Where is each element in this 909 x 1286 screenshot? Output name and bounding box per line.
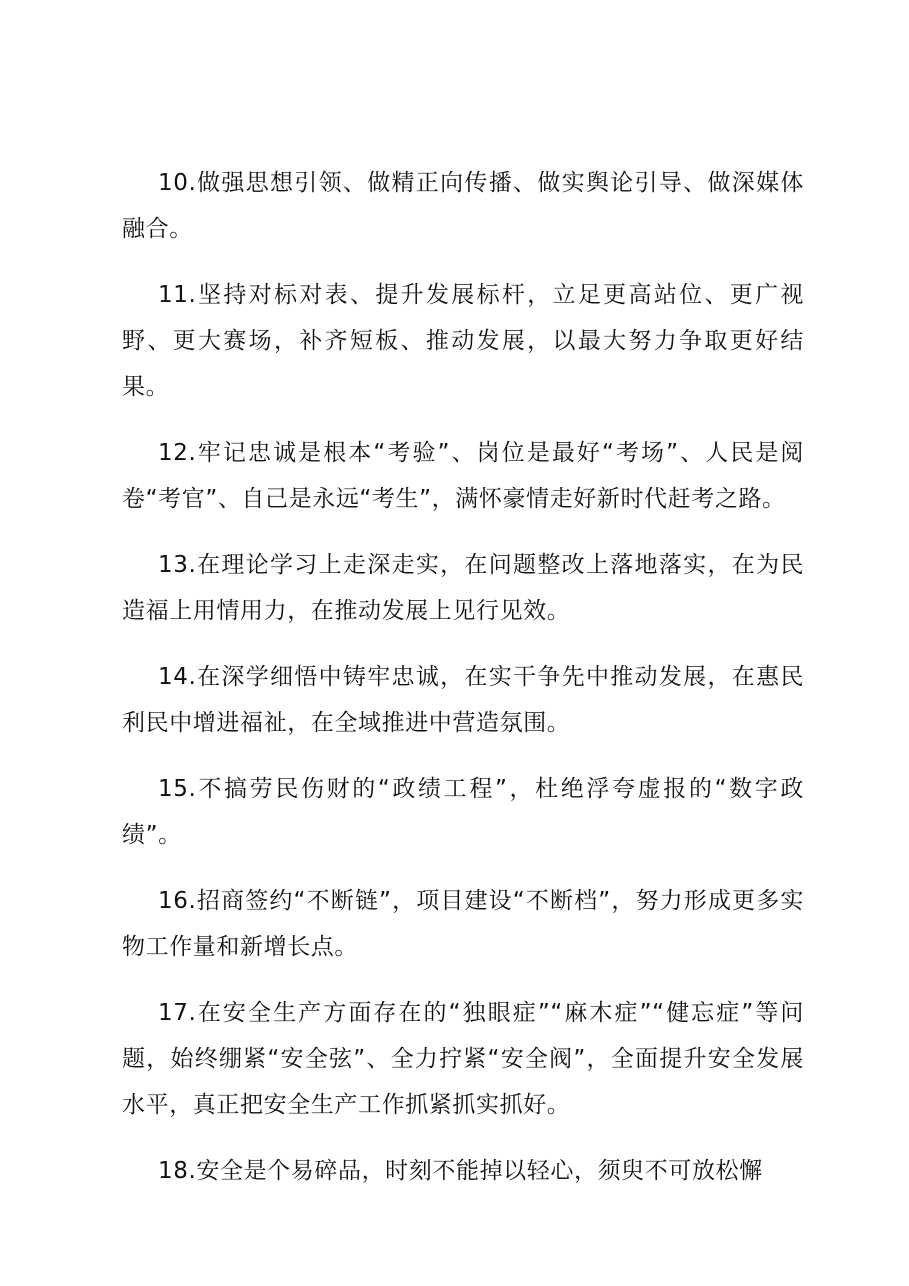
paragraph-10: 10.做强思想引领、做精正向传播、做实舆论引导、做深媒体融合。 bbox=[122, 170, 804, 242]
paragraph-18: 18.安全是个易碎品，时刻不能掉以轻心，须臾不可放松懈 bbox=[158, 1158, 763, 1184]
paragraph-15: 15.不搞劳民伤财的“政绩工程”，杜绝浮夸虚报的“数字政绩”。 bbox=[122, 776, 804, 848]
paragraph-17: 17.在安全生产方面存在的“独眼症”“麻木症”“健忘症”等问题，始终绷紧“安全弦”、全力拧紧“安全阀”，全面提升安全发展水平，真正把安全生产工作抓紧抓实抓好。 bbox=[122, 1000, 804, 1118]
paragraph-16: 16.招商签约“不断链”，项目建设“不断档”，努力形成更多实物工作量和新增长点。 bbox=[122, 888, 804, 960]
document-body bbox=[122, 160, 804, 1214]
paragraph-11: 11.坚持对标对表、提升发展标杆，立足更高站位、更广视野、更大赛场，补齐短板、推动发展，以最大努力争取更好结果。 bbox=[122, 282, 804, 400]
paragraph-12: 12.牢记忠诚是根本“考验”、岗位是最好“考场”、人民是阅卷“考官”、自己是永远“考生”，满怀豪情走好新时代赶考之路。 bbox=[122, 440, 804, 512]
paragraph-14: 14.在深学细悟中铸牢忠诚，在实干争先中推动发展，在惠民利民中增进福祉，在全域推进中营造氛围。 bbox=[122, 664, 804, 736]
paragraph-13: 13.在理论学习上走深走实，在问题整改上落地落实，在为民造福上用情用力，在推动发展上见行见效。 bbox=[122, 552, 804, 624]
